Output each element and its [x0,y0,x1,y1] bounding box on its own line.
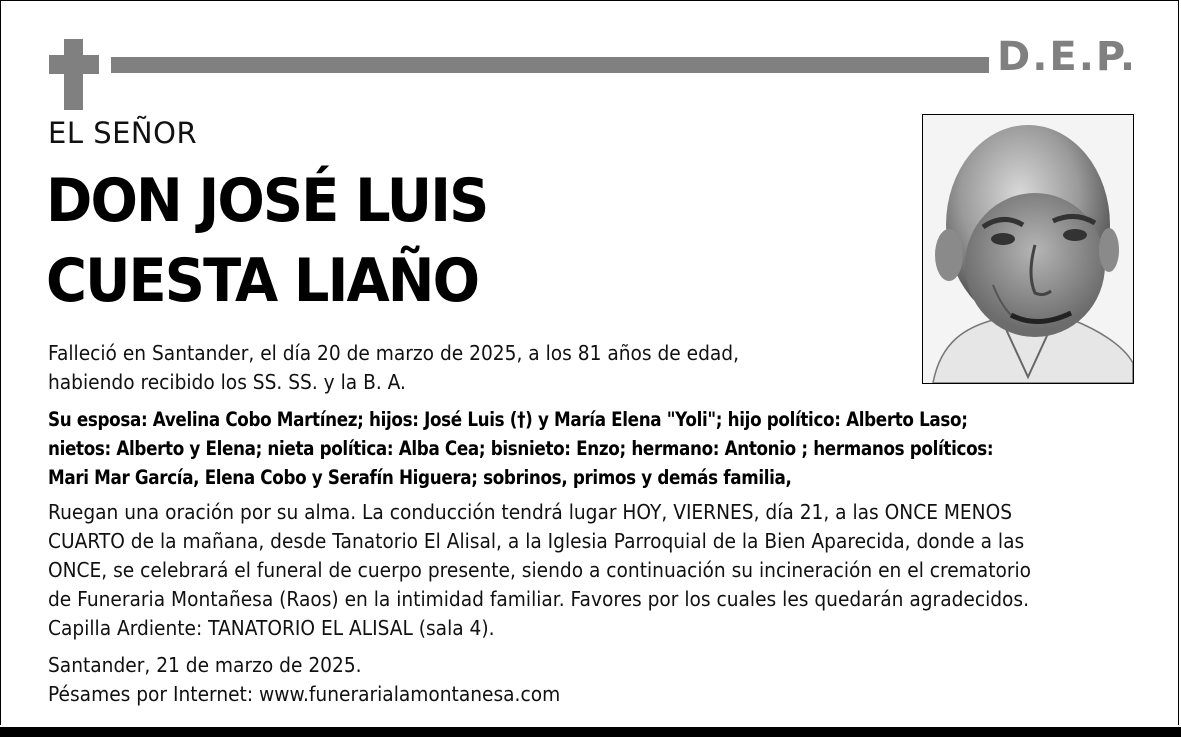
service-line: de Funeraria Montañesa (Raos) en la intimidad familiar. Favores por los cuales les quedarán agradecidos. [48,587,1030,611]
honorific: EL SEÑOR [48,116,198,150]
header-rule [111,57,989,73]
cross-icon-bar [49,55,99,74]
deceased-name-line-1: DON JOSÉ LUIS [46,166,488,236]
deceased-name-line-2: CUESTA LIAÑO [46,246,479,316]
family-list [48,405,993,492]
deceased-photo [922,114,1134,384]
service-details [48,498,1031,643]
cross-icon [64,39,83,110]
family-line: Su esposa: Avelina Cobo Martínez; hijos: José Luis (†) y María Elena "Yoli"; hijo político: Alberto Laso; [48,408,968,431]
service-line: CUARTO de la mañana, desde Tanatorio El Alisal, a la Iglesia Parroquial de la Bien Aparecida, donde a las [48,529,1025,553]
service-line: Ruegan una oración por su alma. La conducción tendrá lugar HOY, VIERNES, día 21, a las ONCE MENOS [48,500,1013,524]
death-notice-line: Falleció en Santander, el día 20 de marzo de 2025, a los 81 años de edad, [48,341,740,365]
footer [48,651,560,709]
family-line: nietos: Alberto y Elena; nieta política: Alba Cea; bisnieto: Enzo; hermano: Antonio ; hermanos políticos: [48,437,994,460]
place-date: Santander, 21 de marzo de 2025. [48,653,362,677]
family-line: Mari Mar García, Elena Cobo y Serafín Higuera; sobrinos, primos y demás familia, [48,466,792,489]
condolences-url: Pésames por Internet: www.funerarialamontanesa.com [48,682,561,706]
service-line: Capilla Ardiente: TANATORIO EL ALISAL (sala 4). [48,616,495,640]
death-notice [48,339,739,397]
dep-label: D.E.P. [997,34,1138,80]
death-notice-line: habiendo recibido los SS. SS. y la B. A. [48,370,406,394]
bottom-border [0,727,1181,737]
service-line: ONCE, se celebrará el funeral de cuerpo presente, siendo a continuación su incineración en el crematorio [48,558,1032,582]
